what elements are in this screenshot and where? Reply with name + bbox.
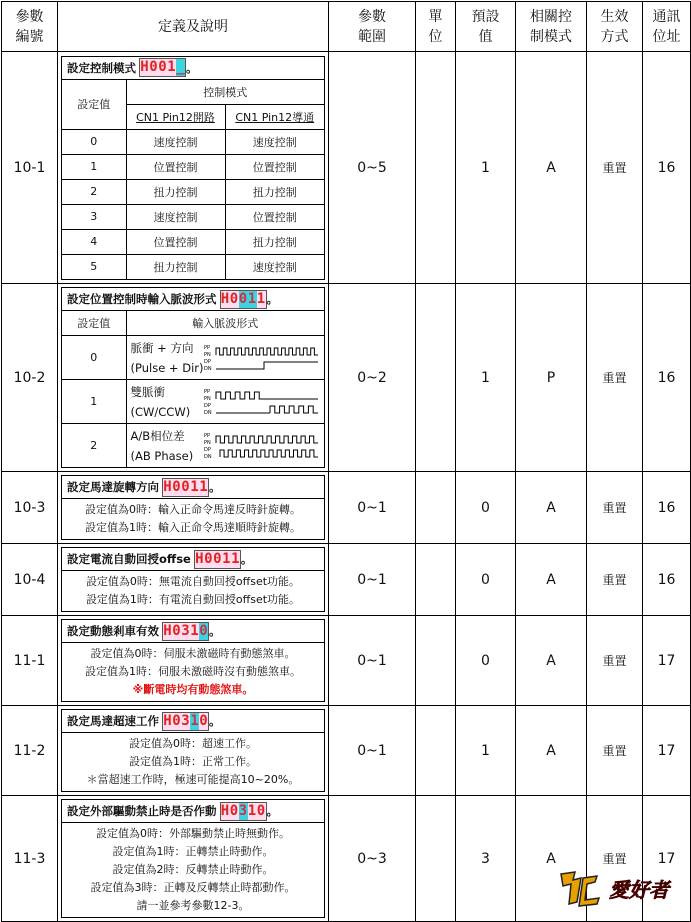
pulse-type-desc bbox=[126, 424, 324, 468]
svg-text:PP: PP bbox=[204, 432, 211, 439]
display-digit: 0 bbox=[158, 59, 167, 75]
pulse-type-desc bbox=[126, 380, 324, 424]
param-effect: 重置 bbox=[587, 284, 643, 472]
svg-text:PP: PP bbox=[204, 344, 211, 351]
definition-title bbox=[62, 548, 324, 571]
definition-box bbox=[61, 547, 325, 612]
definition-line: 請一並參考參數12-3。 bbox=[136, 899, 250, 912]
control-mode-cell: 速度控制 bbox=[126, 129, 225, 154]
param-unit bbox=[416, 706, 456, 796]
param-range: 0~2 bbox=[329, 284, 416, 472]
pulse-type-name: A/B相位差 bbox=[130, 428, 185, 443]
display-digit: 0 bbox=[199, 712, 208, 729]
param-comm: 16 bbox=[643, 52, 691, 284]
control-mode-cell: 扭力控制 bbox=[225, 179, 324, 204]
param-mode: A bbox=[516, 544, 587, 616]
control-mode-cell: 速度控制 bbox=[126, 204, 225, 229]
param-definition bbox=[58, 472, 329, 544]
param-effect: 重置 bbox=[587, 52, 643, 284]
param-mode: A bbox=[516, 472, 587, 544]
display-digit: H bbox=[163, 712, 172, 729]
pulse-type-english: (CW/CCW) bbox=[130, 404, 191, 419]
definition-title bbox=[62, 288, 324, 311]
param-range: 0~1 bbox=[329, 616, 416, 706]
display-digit: 1 bbox=[222, 550, 231, 567]
param-comm: 16 bbox=[643, 284, 691, 472]
param-definition bbox=[58, 706, 329, 796]
display-digit: 0 bbox=[172, 478, 181, 495]
param-unit bbox=[416, 796, 456, 922]
param-default: 1 bbox=[456, 284, 516, 472]
param-default: 0 bbox=[456, 472, 516, 544]
definition-line: 設定值為0時：輸入正命令馬達反時針旋轉。 bbox=[85, 503, 301, 516]
param-number: 11-1 bbox=[2, 616, 58, 706]
control-mode-cell: 位置控制 bbox=[225, 154, 324, 179]
display-digit: 1 bbox=[231, 550, 240, 567]
display-digit: 0 bbox=[256, 802, 266, 819]
param-mode: A bbox=[516, 52, 587, 284]
pulse-waveform-icon bbox=[204, 344, 320, 372]
definition-title-text: 設定控制模式 bbox=[67, 60, 136, 75]
param-definition bbox=[58, 616, 329, 706]
display-digit: 0 bbox=[172, 622, 181, 639]
control-mode-cell: 扭力控制 bbox=[126, 179, 225, 204]
definition-title-text: 設定位置控制時輸入脈波形式 bbox=[67, 292, 217, 306]
definition-line: 設定值為1時：伺服未激磁時沒有動態煞車。 bbox=[85, 665, 301, 678]
param-range: 0~1 bbox=[329, 472, 416, 544]
sub-header-open: CN1 Pin12開路 bbox=[126, 104, 225, 129]
param-range: 0~5 bbox=[329, 52, 416, 284]
display-digit: 1 bbox=[199, 478, 208, 495]
param-number: 11-3 bbox=[2, 796, 58, 922]
svg-text:DN: DN bbox=[204, 409, 212, 416]
header-param-no: 參數 編號 bbox=[2, 2, 58, 52]
control-mode-cell: 位置控制 bbox=[225, 204, 324, 229]
param-effect: 重置 bbox=[587, 796, 643, 922]
definition-title bbox=[62, 57, 324, 80]
param-number: 10-4 bbox=[2, 544, 58, 616]
title-period: 。 bbox=[209, 480, 221, 494]
svg-text:PN: PN bbox=[204, 351, 211, 358]
display-digit: 0 bbox=[199, 622, 208, 639]
pulse-waveform-icon bbox=[204, 432, 320, 460]
parameter-display bbox=[162, 622, 209, 641]
definition-line: 設定值為0時：外部驅動禁止時無動作。 bbox=[96, 827, 290, 840]
title-period: 。 bbox=[186, 60, 198, 75]
parameter-display bbox=[194, 550, 241, 569]
param-mode: P bbox=[516, 284, 587, 472]
definition-title-text: 設定外部驅動禁止時是否作動 bbox=[67, 804, 217, 818]
control-mode-table bbox=[62, 80, 324, 279]
display-digit: 0 bbox=[229, 802, 239, 819]
control-mode-cell: 位置控制 bbox=[126, 154, 225, 179]
param-range: 0~1 bbox=[329, 706, 416, 796]
display-digit: H bbox=[195, 550, 204, 567]
display-digit: H bbox=[140, 59, 149, 75]
param-number: 11-2 bbox=[2, 706, 58, 796]
parameter-display bbox=[162, 712, 209, 731]
param-effect: 重置 bbox=[587, 544, 643, 616]
control-mode-cell: 5 bbox=[62, 254, 126, 279]
sub-header-closed: CN1 Pin12導通 bbox=[225, 104, 324, 129]
param-effect: 重置 bbox=[587, 472, 643, 544]
definition-line: ＊當超速工作時，極速可能提高10~20%。 bbox=[86, 773, 300, 786]
display-digit: 0 bbox=[204, 550, 213, 567]
title-period: 。 bbox=[266, 292, 278, 306]
definition-box bbox=[61, 287, 325, 468]
param-range: 0~1 bbox=[329, 544, 416, 616]
display-digit: 1 bbox=[190, 712, 199, 729]
display-digit: 0 bbox=[229, 290, 239, 307]
display-digit: 0 bbox=[181, 478, 190, 495]
sub-header-pulse: 輸入脈波形式 bbox=[192, 317, 259, 330]
control-mode-cell: 4 bbox=[62, 229, 126, 254]
definition-line: 設定值為2時：反轉禁止時動作。 bbox=[112, 863, 274, 876]
pulse-type-english: (AB Phase) bbox=[130, 448, 194, 463]
param-default: 0 bbox=[456, 616, 516, 706]
header-mode: 相關控 制模式 bbox=[516, 2, 587, 52]
param-definition bbox=[58, 284, 329, 472]
param-number: 10-1 bbox=[2, 52, 58, 284]
display-digit: 0 bbox=[213, 550, 222, 567]
control-mode-row bbox=[62, 129, 324, 154]
warning-note: ※斷電時均有動態煞車。 bbox=[132, 683, 254, 696]
parameter-display bbox=[220, 290, 267, 309]
control-mode-row bbox=[62, 204, 324, 229]
pulse-type-row bbox=[62, 424, 324, 468]
pulse-type-row bbox=[62, 336, 324, 380]
display-digit: H bbox=[220, 290, 230, 307]
header-unit: 單 位 bbox=[416, 2, 456, 52]
display-digit: 1 bbox=[256, 290, 266, 307]
control-mode-cell: 扭力控制 bbox=[225, 229, 324, 254]
definition-box bbox=[61, 475, 325, 540]
pulse-type-name: 脈衝 + 方向 bbox=[130, 340, 194, 355]
control-mode-cell: 扭力控制 bbox=[126, 254, 225, 279]
param-unit bbox=[416, 472, 456, 544]
definition-box bbox=[61, 799, 325, 918]
control-mode-row bbox=[62, 254, 324, 279]
display-digit: 3 bbox=[181, 622, 190, 639]
display-digit: H bbox=[220, 802, 230, 819]
control-mode-cell: 3 bbox=[62, 204, 126, 229]
param-comm: 17 bbox=[643, 796, 691, 922]
parameter-row bbox=[2, 544, 691, 616]
param-number: 10-3 bbox=[2, 472, 58, 544]
definition-box bbox=[61, 619, 325, 702]
definition-title bbox=[62, 620, 324, 643]
param-unit bbox=[416, 52, 456, 284]
header-effect: 生效 方式 bbox=[587, 2, 643, 52]
definition-title-text: 設定動態剎車有效 bbox=[67, 624, 159, 638]
definition-line: 設定值為3時：正轉及反轉禁止時都動作。 bbox=[90, 881, 296, 894]
svg-text:PN: PN bbox=[204, 439, 211, 446]
param-definition bbox=[58, 796, 329, 922]
svg-text:PP: PP bbox=[204, 388, 211, 395]
svg-text:DP: DP bbox=[204, 446, 211, 453]
param-definition bbox=[58, 52, 329, 284]
param-number: 10-2 bbox=[2, 284, 58, 472]
logo-text: 愛好者 bbox=[609, 878, 669, 902]
svg-text:DN: DN bbox=[204, 365, 212, 372]
display-digit: 3 bbox=[181, 712, 190, 729]
param-mode: A bbox=[516, 706, 587, 796]
definition-title bbox=[62, 476, 324, 499]
parameter-display bbox=[162, 478, 209, 497]
title-period: 。 bbox=[266, 804, 278, 818]
display-digit: 0 bbox=[238, 290, 248, 307]
svg-text:DP: DP bbox=[204, 402, 211, 409]
param-default: 1 bbox=[456, 706, 516, 796]
display-digit: H bbox=[163, 478, 172, 495]
pulse-type-row bbox=[62, 380, 324, 424]
display-digit: _ bbox=[176, 59, 185, 75]
param-default: 0 bbox=[456, 544, 516, 616]
parameter-row bbox=[2, 52, 691, 284]
definition-lines bbox=[62, 571, 324, 611]
pulse-type-value: 1 bbox=[62, 380, 126, 424]
pulse-type-english: (Pulse + Dir) bbox=[130, 360, 204, 375]
display-digit: 1 bbox=[247, 802, 257, 819]
definition-title bbox=[62, 800, 324, 823]
display-digit: 1 bbox=[167, 59, 176, 75]
param-unit bbox=[416, 616, 456, 706]
param-definition bbox=[58, 544, 329, 616]
param-comm: 17 bbox=[643, 616, 691, 706]
definition-line: 設定值為1時：正常工作。 bbox=[129, 755, 257, 768]
header-default: 預設 值 bbox=[456, 2, 516, 52]
control-mode-cell: 1 bbox=[62, 154, 126, 179]
control-mode-cell: 0 bbox=[62, 129, 126, 154]
definition-lines bbox=[62, 499, 324, 539]
title-period: 。 bbox=[209, 714, 221, 728]
param-comm: 16 bbox=[643, 472, 691, 544]
parameter-row bbox=[2, 706, 691, 796]
parameter-table bbox=[1, 1, 691, 922]
svg-text:DN: DN bbox=[204, 453, 212, 460]
param-mode: A bbox=[516, 796, 587, 922]
definition-title-text: 設定電流自動回授offse bbox=[67, 552, 191, 566]
pulse-type-name: 雙脈衝 bbox=[130, 384, 165, 399]
control-mode-cell: 速度控制 bbox=[225, 254, 324, 279]
display-digit: 1 bbox=[190, 478, 199, 495]
parameter-row bbox=[2, 284, 691, 472]
definition-lines bbox=[62, 823, 324, 917]
definition-line: 設定值為1時：有電流自動回授offset功能。 bbox=[85, 593, 301, 606]
parameter-row bbox=[2, 472, 691, 544]
control-mode-cell: 位置控制 bbox=[126, 229, 225, 254]
definition-line: 設定值為0時：伺服未激磁時有動態煞車。 bbox=[90, 647, 296, 660]
param-comm: 17 bbox=[643, 706, 691, 796]
pulse-waveform-icon bbox=[204, 388, 320, 416]
display-digit: 3 bbox=[238, 802, 248, 819]
definition-lines bbox=[62, 733, 324, 791]
param-unit bbox=[416, 544, 456, 616]
pulse-type-desc bbox=[126, 336, 324, 380]
param-default: 1 bbox=[456, 52, 516, 284]
display-digit: 0 bbox=[149, 59, 158, 75]
svg-text:DP: DP bbox=[204, 358, 211, 365]
definition-title bbox=[62, 710, 324, 733]
definition-lines bbox=[62, 643, 324, 701]
header-range: 參數 範圍 bbox=[329, 2, 416, 52]
parameter-display bbox=[139, 58, 186, 77]
sub-header-setting: 設定值 bbox=[62, 80, 126, 130]
definition-line: 設定值為1時：正轉禁止時動作。 bbox=[112, 845, 274, 858]
parameter-display bbox=[220, 802, 267, 821]
definition-box bbox=[61, 709, 325, 792]
param-effect: 重置 bbox=[587, 616, 643, 706]
param-range: 0~3 bbox=[329, 796, 416, 922]
param-effect: 重置 bbox=[587, 706, 643, 796]
sub-header-mode: 控制模式 bbox=[203, 85, 248, 99]
definition-line: 設定值為1時：輸入正命令馬達順時針旋轉。 bbox=[85, 521, 301, 534]
sub-header-setting: 設定值 bbox=[62, 311, 126, 336]
title-period: 。 bbox=[209, 624, 221, 638]
definition-title-text: 設定馬達旋轉方向 bbox=[67, 480, 159, 494]
display-digit: H bbox=[163, 622, 172, 639]
param-comm: 16 bbox=[643, 544, 691, 616]
title-period: 。 bbox=[240, 552, 253, 566]
control-mode-row bbox=[62, 179, 324, 204]
display-digit: 1 bbox=[247, 290, 257, 307]
control-mode-row bbox=[62, 229, 324, 254]
control-mode-row bbox=[62, 154, 324, 179]
control-mode-cell: 速度控制 bbox=[225, 129, 324, 154]
header-comm: 通訊 位址 bbox=[643, 2, 691, 52]
pulse-type-value: 2 bbox=[62, 424, 126, 468]
definition-line: 設定值為0時：無電流自動回授offset功能。 bbox=[85, 575, 301, 588]
definition-box bbox=[61, 56, 325, 280]
header-definition: 定義及說明 bbox=[58, 2, 329, 52]
definition-line: 設定值為0時：超速工作。 bbox=[129, 737, 257, 750]
parameter-row bbox=[2, 616, 691, 706]
control-mode-cell: 2 bbox=[62, 179, 126, 204]
param-default: 3 bbox=[456, 796, 516, 922]
param-mode: A bbox=[516, 616, 587, 706]
definition-title-text: 設定馬達超速工作 bbox=[67, 714, 159, 728]
logo bbox=[557, 868, 687, 908]
display-digit: 1 bbox=[190, 622, 199, 639]
pulse-type-value: 0 bbox=[62, 336, 126, 380]
pulse-type-table bbox=[62, 311, 324, 467]
display-digit: 0 bbox=[172, 712, 181, 729]
svg-text:PN: PN bbox=[204, 395, 211, 402]
param-unit bbox=[416, 284, 456, 472]
